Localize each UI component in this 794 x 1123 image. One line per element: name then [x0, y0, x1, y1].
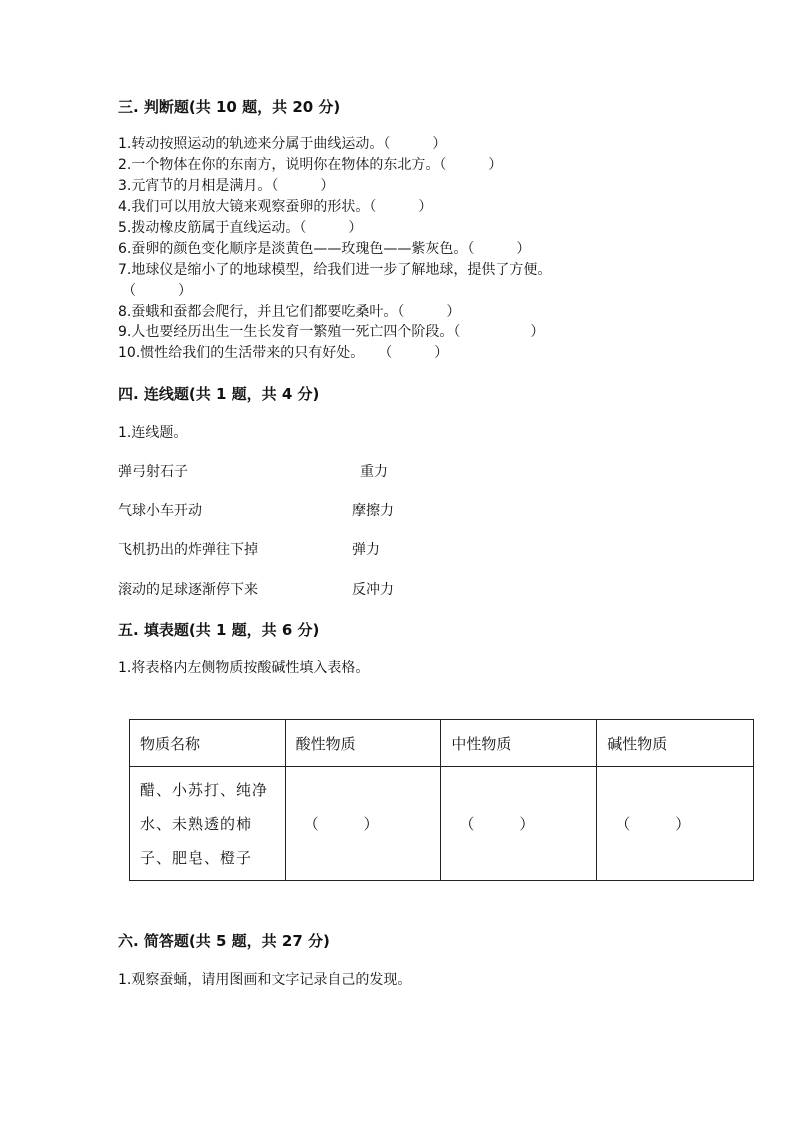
acidic-blank[interactable]: （ ） — [285, 767, 441, 881]
header-substance-name: 物质名称 — [130, 720, 286, 767]
judge-item-8: 8.蚕蛾和蚕都会爬行，并且它们都要吃桑叶。（ ） — [118, 304, 461, 320]
judge-item-3: 3.元宵节的月相是满月。（ ） — [118, 178, 335, 194]
matching-left-2: 气球小车开动 — [118, 503, 202, 519]
neutral-blank[interactable]: （ ） — [441, 767, 597, 881]
table-question: 1.将表格内左侧物质按酸碱性填入表格。 — [118, 660, 370, 676]
header-neutral: 中性物质 — [441, 720, 597, 767]
judge-item-7: 7.地球仪是缩小了的地球模型，给我们进一步了解地球，提供了方便。 — [118, 262, 552, 278]
short-answer-question: 1.观察蚕蛹，请用图画和文字记录自己的发现。 — [118, 972, 412, 988]
judge-item-10: 10.惯性给我们的生活带来的只有好处。 （ ） — [118, 345, 449, 361]
matching-right-3: 弹力 — [352, 542, 380, 558]
judge-item-6: 6.蚕卵的颜色变化顺序是淡黄色——玫瑰色——紫灰色。（ ） — [118, 241, 531, 257]
matching-left-1: 弹弓射石子 — [118, 464, 188, 480]
matching-right-1: 重力 — [360, 464, 388, 480]
section-6-title: 六. 简答题(共 5 题，共 27 分) — [118, 932, 330, 950]
alkaline-blank[interactable]: （ ） — [597, 767, 754, 881]
table-header-row — [130, 720, 754, 767]
judge-item-5: 5.拨动橡皮筋属于直线运动。（ ） — [118, 220, 363, 236]
judge-item-4: 4.我们可以用放大镜来观察蚕卵的形状。（ ） — [118, 199, 433, 215]
acid-base-table — [129, 719, 754, 881]
table-body-row — [130, 767, 754, 881]
judge-item-9: 9.人也要经历出生一生长发育一繁殖一死亡四个阶段。（ ） — [118, 324, 545, 340]
section-5-title: 五. 填表题(共 1 题，共 6 分) — [118, 621, 320, 639]
section-4-title: 四. 连线题(共 1 题，共 4 分) — [118, 385, 320, 403]
section-3-title: 三. 判断题(共 10 题，共 20 分) — [118, 98, 341, 116]
header-alkaline: 碱性物质 — [597, 720, 754, 767]
judge-item-7-blank: （ ） — [122, 283, 192, 299]
matching-left-4: 滚动的足球逐渐停下来 — [118, 582, 258, 598]
matching-right-4: 反冲力 — [352, 582, 394, 598]
matching-left-3: 飞机扔出的炸弹往下掉 — [118, 542, 258, 558]
matching-right-2: 摩擦力 — [352, 503, 394, 519]
judge-item-2: 2.一个物体在你的东南方，说明你在物体的东北方。（ ） — [118, 157, 503, 173]
judge-item-1: 1.转动按照运动的轨迹来分属于曲线运动。（ ） — [118, 136, 447, 152]
header-acidic: 酸性物质 — [285, 720, 441, 767]
substance-list: 醋、小苏打、纯净水、未熟透的柿子、肥皂、橙子 — [130, 767, 286, 881]
matching-question: 1.连线题。 — [118, 425, 188, 441]
